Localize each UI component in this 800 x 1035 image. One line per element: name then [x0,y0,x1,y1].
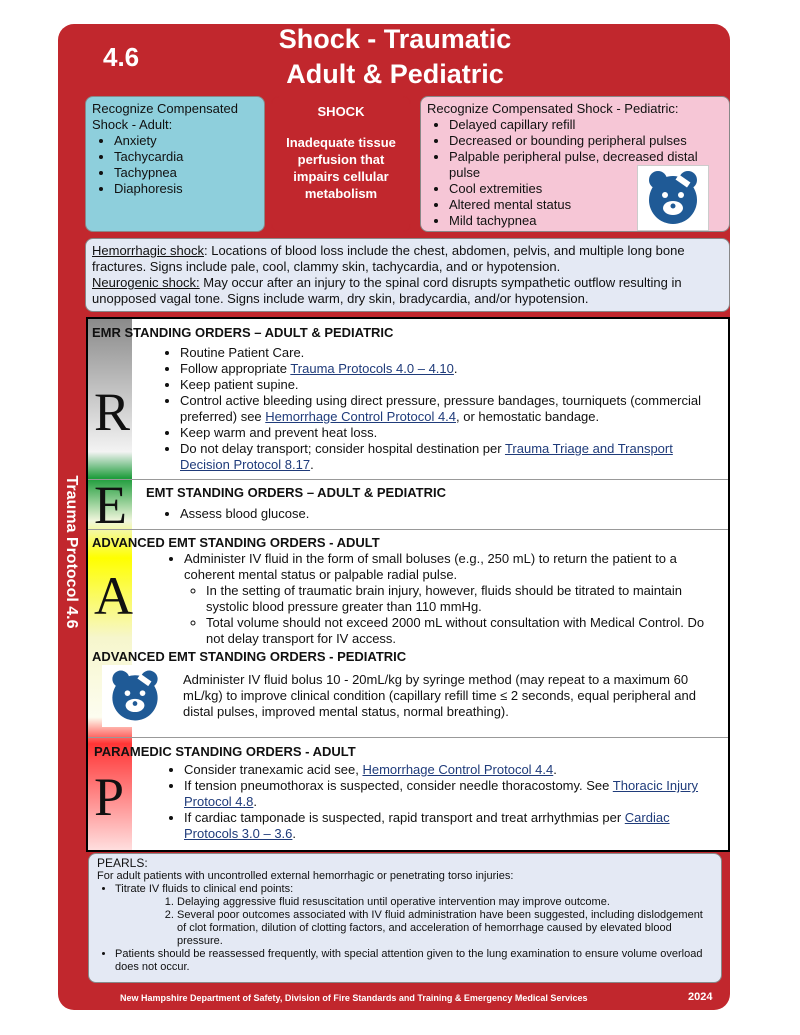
aemt-ped-title: ADVANCED EMT STANDING ORDERS - PEDIATRIC [92,649,407,664]
teddy-bear-icon [102,665,168,727]
footer-text: New Hampshire Department of Safety, Division of Fire Standards and Training & Emergency Medical Services [120,993,588,1003]
emr-letter: R [94,382,131,442]
hemorrhage-control-link[interactable]: Hemorrhage Control Protocol 4.4 [265,409,457,424]
list-item: • Routine Patient Care. [180,345,726,361]
emt-title: EMT STANDING ORDERS – ADULT & PEDIATRIC [146,485,446,500]
thoracic-injury-link[interactable]: Thoracic Injury Protocol 4.8 [184,778,699,809]
shock-definition: Inadequate tissue perfusion that impairs cellular metabolism [286,135,396,201]
neurogenic-label: Neurogenic shock: [92,275,200,290]
list-item: • If cardiac tamponade is suspected, rapid transport and treat arrhythmias per Cardiac Protocols 3.0 – 3.6. [184,810,722,842]
hemorrhagic-label: Hemorrhagic shock [92,243,204,258]
emr-title: EMR STANDING ORDERS – ADULT & PEDIATRIC [92,325,394,340]
hemorrhagic-neurogenic-note [85,238,730,312]
emr-list [158,345,726,473]
side-label [56,448,86,668]
list-item: • If tension pneumothorax is suspected, consider needle thoracostomy. See Thoracic Injury Protocol 4.8. [184,778,722,810]
trauma-triage-link[interactable]: Trauma Triage and Transport Decision Protocol 8.17 [180,441,673,472]
pediatric-signs-list [427,117,698,229]
list-item: • Control active bleeding using direct pressure, pressure bandages, tourniquets (commercial preferred) see Hemorrhage Control Protocol 4.4, or hemostatic bandage. [180,393,726,425]
list-item: • Diaphoresis [114,181,258,197]
list-item: • Mild tachypnea [449,213,654,229]
adult-box-title: Recognize Compensated Shock - Adult: [92,101,238,132]
pearls-box [88,853,722,983]
list-item: 1. Delaying aggressive fluid resuscitation until operative intervention may improve outcome. [177,896,713,909]
paramedic-title: PARAMEDIC STANDING ORDERS - ADULT [94,744,356,759]
adult-signs-list [92,133,258,197]
list-item: • Tachycardia [114,149,258,165]
aemt-letter: A [94,566,133,626]
list-item: • Tachypnea [114,165,258,181]
shock-title: SHOCK [317,104,365,119]
standing-orders-panel [86,317,730,852]
teddy-bear-icon [637,165,709,231]
footer-year: 2024 [688,991,713,1003]
list-item: • Patients should be reassessed frequently, with special attention given to the lung examination to ensure volume overload does not occur. [115,948,713,974]
hemorrhagic-text: : Locations of blood loss include the chest, abdomen, pelvis, and multiple long bone fractures. Signs include pale, cool, clammy skin, tachycardia, and or hypotension. [92,243,685,274]
shock-definition-box [271,96,411,232]
ped-box-title: Recognize Compensated Shock - Pediatric: [427,101,679,116]
aemt-ped-text: Administer IV fluid bolus 10 - 20mL/kg by syringe method (may repeat to a maximum 60 mL/kg) to improve clinical condition (capillary refill time ≤ 2 seconds, equal peripheral and distal pulses, improved mental status, normal breathing). [183,672,696,719]
list-item: • Consider tranexamic acid see, Hemorrhage Control Protocol 4.4. [184,762,722,778]
pearls-title: PEARLS: [97,856,148,870]
side-label-text: Trauma Protocol 4.6 [63,475,80,629]
trauma-protocols-link[interactable]: Trauma Protocols 4.0 – 4.10 [290,361,454,376]
protocol-number: 4.6 [103,42,140,72]
title-line-1: Shock - Traumatic [278,24,512,54]
hemorrhage-control-link[interactable]: Hemorrhage Control Protocol 4.4 [362,762,554,777]
emt-section [88,475,728,535]
list-item: • Do not delay transport; consider hospital destination per Trauma Triage and Transport Decision Protocol 8.17. [180,441,726,473]
paramedic-list [162,762,722,842]
list-item: • Anxiety [114,133,258,149]
list-item: • Keep warm and prevent heat loss. [180,425,726,441]
list-item: • Assess blood glucose. [180,506,718,522]
emr-section [88,319,728,479]
page-title [230,22,560,92]
list-item: • Administer IV fluid in the form of small boluses (e.g., 250 mL) to return the patient to a coherent mental status or palpable radial pulse. ◦ In the setting of traumatic brain injury, however, fluids should be titrated to maintain systolic blood pressure greater than 110 mmHg. ◦ Total volume should not exceed 2000 mL without consultation with Medical Control. Do not delay transport for IV access. [184,551,722,647]
list-item: • Titrate IV fluids to clinical end points: 1. Delaying aggressive fluid resuscitation until operative intervention may improve outcome. 2. Several poor outcomes associated with IV fluid administration have been suggested, including dislodgement of clot formation, dilution of clotting factors, and acceleration of hemorrhage caused by elevated blood pressure. [115,883,713,948]
cardiac-protocols-link[interactable]: Cardiac Protocols 3.0 – 3.6 [184,810,670,841]
adult-compensated-shock-box [85,96,265,232]
list-item: • Follow appropriate Trauma Protocols 4.0 – 4.10. [180,361,726,377]
list-item: ◦ In the setting of traumatic brain injury, however, fluids should be titrated to maintain systolic blood pressure greater than 110 mmHg. [206,583,722,615]
list-item: • Keep patient supine. [180,377,726,393]
list-item: • Decreased or bounding peripheral pulses [449,133,654,149]
pearls-intro: For adult patients with uncontrolled external hemorrhagic or penetrating torso injuries: [97,870,514,882]
aemt-adult-section [88,529,728,737]
title-line-2: Adult & Pediatric [286,59,504,89]
list-item: • Palpable peripheral pulse, decreased distal pulse [449,149,719,181]
list-item: • Cool extremities [449,181,654,197]
aemt-adult-title: ADVANCED EMT STANDING ORDERS - ADULT [92,535,380,550]
aemt-adult-list [162,551,722,647]
neurogenic-text: May occur after an injury to the spinal cord disrupts sympathetic outflow resulting in unopposed vagal tone. Signs include warm, dry skin, bradycardia, and/or hypotension. [92,275,682,306]
emt-letter: E [94,475,127,535]
paramedic-letter: P [94,767,125,827]
paramedic-section [88,737,728,850]
emt-list [158,506,718,522]
list-item: ◦ Total volume should not exceed 2000 mL without consultation with Medical Control. Do not delay transport for IV access. [206,615,722,647]
list-item: • Altered mental status [449,197,654,213]
list-item: 2. Several poor outcomes associated with IV fluid administration have been suggested, including dislodgement of clot formation, dilution of clotting factors, and acceleration of hemorrhage caused by elevated blood pressure. [177,909,713,948]
list-item: • Delayed capillary refill [449,117,654,133]
